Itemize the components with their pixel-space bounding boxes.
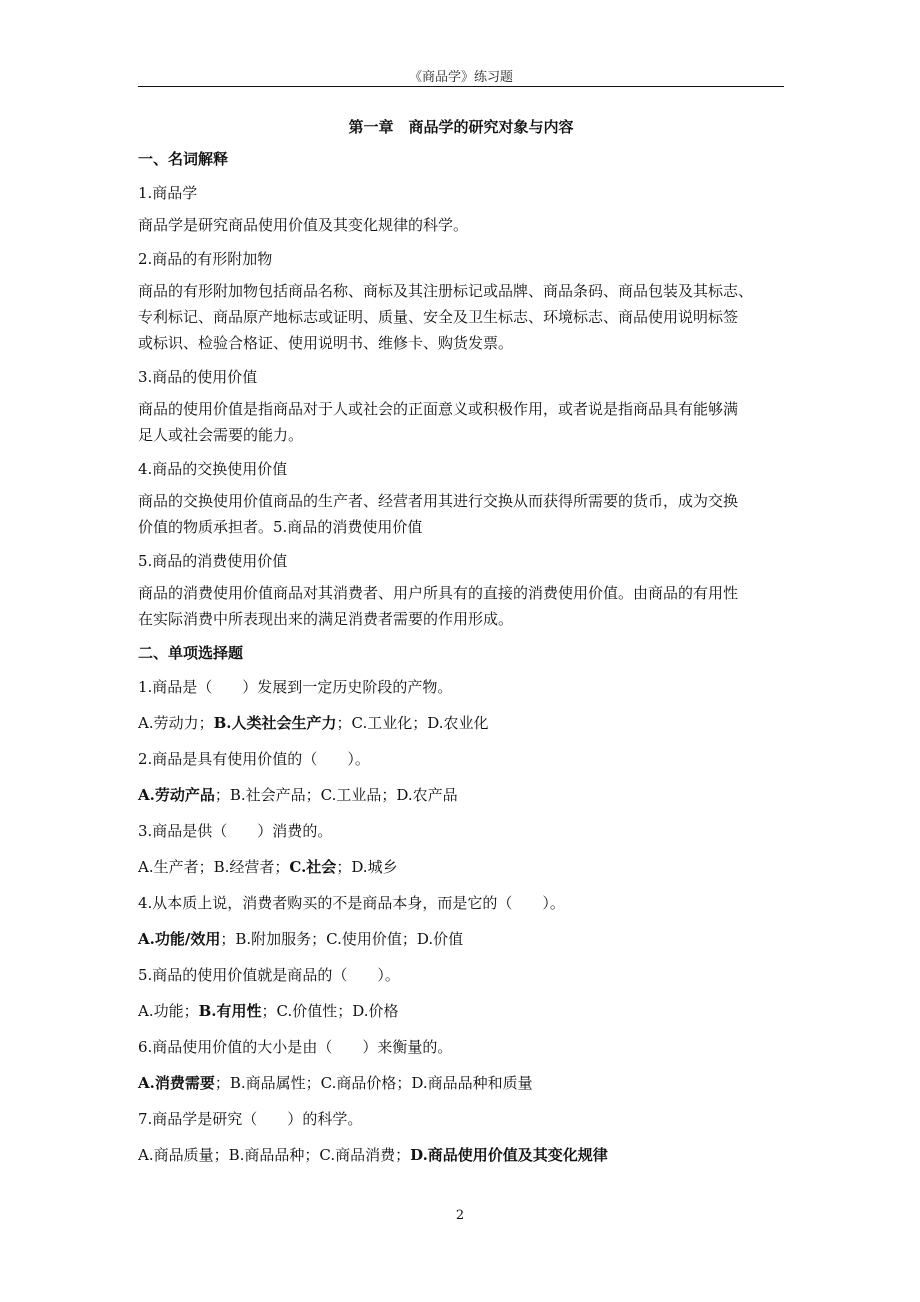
- option-text: A.劳动力；: [138, 714, 214, 732]
- question-stem: 4.从本质上说，消费者购买的不是商品本身，而是它的（ ）。: [138, 894, 565, 912]
- definition-line: 商品的使用价值是指商品对于人或社会的正面意义或积极作用，或者说是指商品具有能够满: [138, 400, 739, 418]
- definition-line: 专利标记、商品原产地标志或证明、质量、安全及卫生标志、环境标志、商品使用说明标签: [138, 308, 739, 326]
- option-text: A.生产者；B.经营者；: [138, 858, 290, 876]
- definition-line: 商品的交换使用价值商品的生产者、经营者用其进行交换从而获得所需要的货币，成为交换: [138, 492, 739, 510]
- correct-answer: D.商品使用价值及其变化规律: [410, 1146, 608, 1164]
- definition-line: 商品学是研究商品使用价值及其变化规律的科学。: [138, 216, 469, 234]
- option-text: ；D.城乡: [336, 858, 398, 876]
- section-heading-single-choice: 二、单项选择题: [138, 644, 244, 662]
- answer-options: [138, 782, 784, 808]
- answer-options: [138, 1142, 784, 1168]
- option-text: A.商品质量；B.商品品种；C.商品消费；: [138, 1146, 411, 1164]
- page-number: 2: [455, 1208, 465, 1223]
- chapter-title: 第一章 商品学的研究对象与内容: [348, 118, 574, 136]
- correct-answer: B.有用性: [198, 1002, 262, 1020]
- definition-line: 足人或社会需要的能力。: [138, 426, 304, 444]
- correct-answer: C.社会: [289, 858, 337, 876]
- option-text: ；C.工业化；D.农业化: [336, 714, 489, 732]
- definition-line: 商品的消费使用价值商品对其消费者、用户所具有的直接的消费使用价值。由商品的有用性: [138, 584, 739, 602]
- option-text: ；C.价值性；D.价格: [261, 1002, 399, 1020]
- option-text: ；B.商品属性；C.商品价格；D.商品品种和质量: [214, 1074, 533, 1092]
- question-stem: 3.商品是供（ ）消费的。: [138, 822, 333, 840]
- answer-options: [138, 998, 784, 1024]
- term-definition: [138, 396, 784, 448]
- option-text: A.功能；: [138, 1002, 199, 1020]
- term-title: 2.商品的有形附加物: [138, 250, 273, 268]
- header-rule: [138, 86, 784, 87]
- question-stem: 2.商品是具有使用价值的（ ）。: [138, 750, 370, 768]
- answer-options: [138, 710, 784, 736]
- question-stem: 5.商品的使用价值就是商品的（ ）。: [138, 966, 400, 984]
- term-definition: [138, 212, 784, 238]
- term-definition: [138, 278, 784, 356]
- question-stem: 6.商品使用价值的大小是由（ ）来衡量的。: [138, 1038, 453, 1056]
- correct-answer: A.劳动产品: [138, 786, 215, 804]
- definition-line: 商品的有形附加物包括商品名称、商标及其注册标记或品牌、商品条码、商品包装及其标志、: [138, 282, 754, 300]
- term-list: [138, 180, 784, 632]
- section-heading-definitions: 一、名词解释: [138, 150, 229, 168]
- option-text: ；B.社会产品；C.工业品；D.农产品: [214, 786, 458, 804]
- term-definition: [138, 580, 784, 632]
- question-stem: 7.商品学是研究（ ）的科学。: [138, 1110, 363, 1128]
- question-list: [138, 674, 784, 1168]
- question-stem: 1.商品是（ ）发展到一定历史阶段的产物。: [138, 678, 453, 696]
- answer-options: [138, 854, 784, 880]
- answer-options: [138, 926, 784, 952]
- term-title: 5.商品的消费使用价值: [138, 552, 288, 570]
- correct-answer: A.消费需要: [138, 1074, 215, 1092]
- correct-answer: A.功能/效用: [138, 930, 221, 948]
- answer-options: [138, 1070, 784, 1096]
- option-text: ；B.附加服务；C.使用价值；D.价值: [220, 930, 464, 948]
- page-content: [138, 114, 784, 1178]
- term-title: 3.商品的使用价值: [138, 368, 258, 386]
- correct-answer: B.人类社会生产力: [213, 714, 337, 732]
- term-definition: [138, 488, 784, 540]
- definition-line: 或标识、检验合格证、使用说明书、维修卡、购货发票。: [138, 334, 514, 352]
- term-title: 1.商品学: [138, 184, 198, 202]
- definition-line: 在实际消费中所表现出来的满足消费者需要的作用形成。: [138, 610, 514, 628]
- term-title: 4.商品的交换使用价值: [138, 460, 288, 478]
- definition-line: 价值的物质承担者。5.商品的消费使用价值: [138, 518, 423, 536]
- running-header: 《商品学》练习题: [408, 70, 513, 85]
